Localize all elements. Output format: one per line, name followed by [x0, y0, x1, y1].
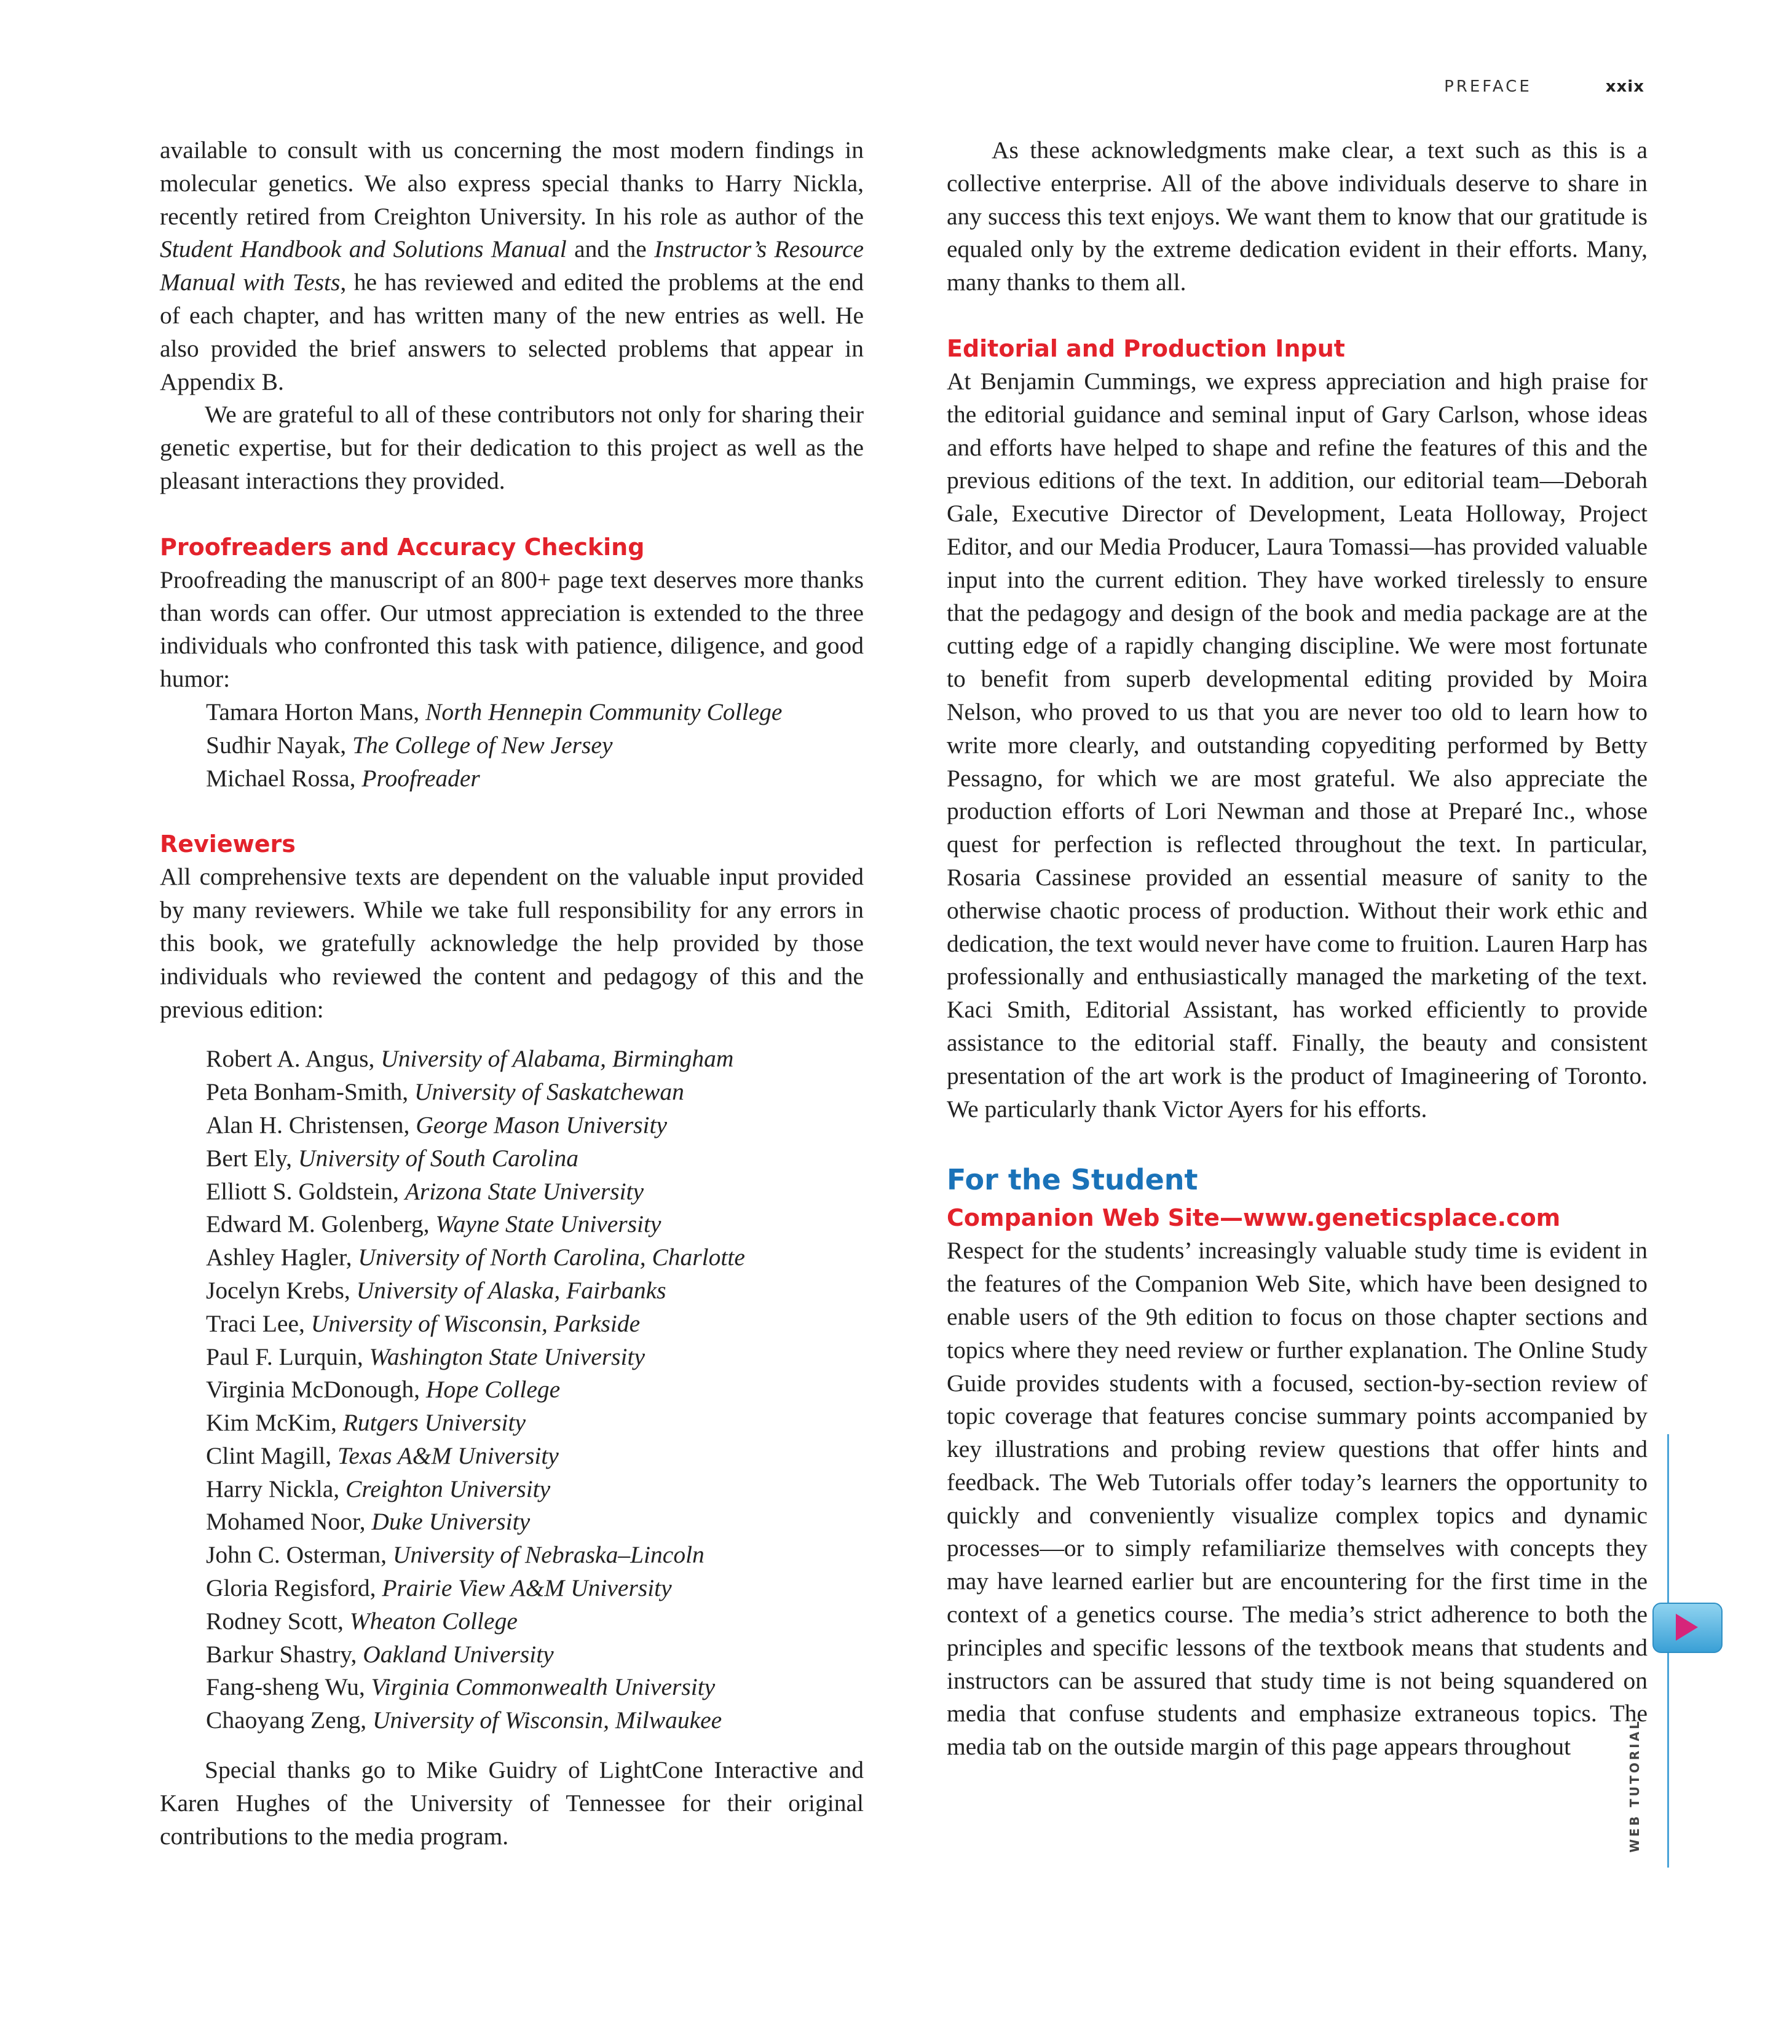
person-name: Elliott S. Goldstein, [206, 1177, 405, 1205]
person-name: Robert A. Angus, [206, 1045, 381, 1073]
special-thanks-paragraph: Special thanks go to Mike Guidry of LightCone Interactive and Karen Hughes of the University of Tennessee for their original contributions to the media program. [160, 1756, 864, 1850]
list-item [160, 1274, 864, 1308]
right-column [947, 134, 1648, 1764]
list-item [160, 1308, 864, 1341]
list-item [160, 1373, 864, 1407]
reviewers-heading: Reviewers [160, 831, 296, 858]
list-item [160, 729, 864, 762]
list-item [160, 1109, 864, 1142]
person-institution: Texas A&M University [337, 1442, 559, 1469]
list-item [160, 1505, 864, 1539]
person-name: Michael Rossa, [206, 764, 362, 792]
person-institution: Prairie View A&M University [382, 1574, 672, 1602]
proofreaders-list [160, 696, 864, 795]
person-name: Harry Nickla, [206, 1475, 346, 1502]
list-item [160, 1241, 864, 1274]
list-item [160, 1076, 864, 1109]
list-item [160, 1638, 864, 1671]
person-institution: Duke University [371, 1508, 531, 1536]
person-institution: University of South Carolina [298, 1144, 578, 1172]
web-tutorial-tab[interactable] [1652, 1603, 1723, 1653]
person-institution: University of North Carolina, Charlotte [358, 1244, 745, 1271]
list-item [160, 1704, 864, 1737]
person-institution: University of Wisconsin, Parkside [310, 1309, 641, 1337]
person-name: Peta Bonham-Smith, [206, 1078, 415, 1106]
list-item [160, 1539, 864, 1572]
list-item [160, 1043, 864, 1076]
person-name: Ashley Hagler, [206, 1244, 358, 1271]
person-institution: Washington State University [369, 1343, 645, 1370]
person-institution: Wayne State University [435, 1210, 661, 1238]
reviewers-list [160, 1043, 864, 1737]
list-item [160, 1175, 864, 1209]
person-name: John C. Osterman, [206, 1541, 393, 1569]
person-name: Sudhir Nayak, [206, 731, 353, 759]
editorial-paragraph: At Benjamin Cummings, we express appreciation and high praise for the editorial guidance and seminal input of Gary Carlson, whose ideas and efforts have helped to shape and refine the features of this and the previous editions of the text. In addition, our editorial team—Deborah Gale, Executive Director of Development, Leata Holloway, Project Editor, and our Media Producer, Laura Tomassi—has provided valuable input into the current edition. They have worked tirelessly to ensure that the pedagogy and design of the book and media package are at the cutting edge of a rapidly changing discipline. We were most fortunate to benefit from superb developmental editing provided by Moira Nelson, who proved to us that you are never too old to learn how to write more clearly, and outstanding copyediting performed by Betty Pessagno, for which we are most grateful. We also appreciate the production efforts of Lori Newman and those at Preparé Inc., whose quest for perfection is reflected throughout the text. In particular, Rosaria Cassinese provided an essential measure of sanity to the otherwise chaotic process of production. Without their work ethic and dedication, the text would never have come to fruition. Lauren Harp has professionally and enthusiastically managed the marketing of the text. Kaci Smith, Editorial Assistant, has worked efficiently to provide assistance to the editorial staff. Finally, the beauty and consistent presentation of the art work is the product of Imagineering of Toronto. We particularly thank Victor Ayers for his efforts. [947, 367, 1648, 1123]
play-icon [1676, 1614, 1698, 1641]
person-name: Alan H. Christensen, [206, 1111, 416, 1138]
book-title: Student Handbook and Solutions Manual [160, 235, 567, 263]
person-name: Tamara Horton Mans, [206, 698, 426, 725]
page-number: xxix [1605, 77, 1644, 96]
person-institution: North Hennepin Community College [425, 698, 783, 725]
person-institution: University of Wisconsin, Milwaukee [372, 1707, 722, 1734]
list-item [160, 1440, 864, 1473]
person-institution: Hope College [425, 1376, 561, 1403]
text-run: , he has reviewed and edited the problems at the end of each chapter, and has written many of the new entries as well. He also provided the brief answers to selected problems that appear in Appendix B. [160, 269, 864, 395]
person-name: Paul F. Lurquin, [206, 1343, 369, 1370]
person-name: Rodney Scott, [206, 1607, 350, 1635]
list-item [160, 1341, 864, 1374]
person-institution: Creighton University [345, 1475, 551, 1502]
book-title: Instructor’s Resource Manual with Tests [160, 235, 864, 296]
person-name: Traci Lee, [206, 1309, 311, 1337]
companion-web-site-paragraph: Respect for the students’ increasingly valuable study time is evident in the features of the Companion Web Site, which have been designed to enable users of the 9th edition to focus on those chapter sections and topics where they need review or further explanation. The Online Study Guide provides students with a focused, section-by-section review of topic coverage that features concise summary points accompanied by key illustrations and probing review questions that offer hints and feedback. The Web Tutorials offer today’s learners the opportunity to quickly and conveniently visualize complex topics and dynamic processes—or to simply refamiliarize themselves with concepts they may have learned earlier but are encountering for the first time in the context of a genetics course. The media’s strict adherence to both the principles and specific lessons of the textbook means that students and instructors can be assured that study time is not being squandered on media that confuse students and emphasize extraneous topics. The media tab on the outside margin of this page appears throughout [947, 1237, 1648, 1761]
reviewers-paragraph: All comprehensive texts are dependent on the valuable input provided by many reviewers. While we take full responsibility for any errors in this book, we gratefully acknowledge the help provided by those individuals who reviewed the content and pedagogy of this and the previous edition: [160, 863, 864, 1023]
list-item [160, 1572, 864, 1605]
list-item [160, 1407, 864, 1440]
left-column [160, 134, 864, 1853]
list-item [160, 762, 864, 795]
person-institution: Wheaton College [349, 1607, 518, 1635]
person-name: Barkur Shastry, [206, 1640, 363, 1668]
person-name: Fang-sheng Wu, [206, 1673, 371, 1701]
acknowledgments-paragraph: As these acknowledgments make clear, a text such as this is a collective enterprise. All of the above individuals deserve to share in any success this text enjoys. We want them to know that our gratitude is equaled only by the extreme dedication evident in their efforts. Many, many thanks to them all. [947, 136, 1648, 296]
person-name: Clint Magill, [206, 1442, 337, 1469]
person-institution: University of Alaska, Fairbanks [356, 1276, 666, 1304]
person-name: Gloria Regisford, [206, 1574, 382, 1602]
person-name: Edward M. Golenberg, [206, 1210, 436, 1238]
list-item [160, 1605, 864, 1638]
list-item [160, 1473, 864, 1506]
editorial-heading: Editorial and Production Input [947, 334, 1345, 362]
person-institution: George Mason University [416, 1111, 668, 1138]
person-name: Bert Ely, [206, 1144, 298, 1172]
for-the-student-heading: For the Student [947, 1163, 1198, 1197]
person-institution: Virginia Commonwealth University [371, 1673, 716, 1701]
person-name: Mohamed Noor, [206, 1508, 372, 1536]
person-name: Virginia McDonough, [206, 1376, 426, 1403]
companion-web-site-heading: Companion Web Site—www.geneticsplace.com [947, 1204, 1561, 1232]
section-label: PREFACE [1444, 77, 1532, 96]
list-item [160, 1208, 864, 1241]
person-name: Jocelyn Krebs, [206, 1276, 357, 1304]
person-name: Chaoyang Zeng, [206, 1707, 373, 1734]
intro-paragraph [160, 134, 864, 398]
proofreaders-heading: Proofreaders and Accuracy Checking [160, 533, 645, 561]
contributors-paragraph: We are grateful to all of these contributors not only for sharing their genetic expertise, but for their dedication to this project as well as the pleasant interactions they provided. [160, 401, 864, 494]
person-institution: Rutgers University [342, 1409, 526, 1437]
person-institution: Oakland University [363, 1640, 554, 1668]
web-tutorial-label: WEB TUTORIAL [1627, 1719, 1642, 1853]
running-head [1444, 77, 1644, 96]
text-run: available to consult with us concerning the most modern findings in molecular genetics. We also express special thanks to Harry Nickla, recently retired from Creighton University. In his role as author of the [160, 136, 864, 230]
list-item [160, 1671, 864, 1704]
person-institution: The College of New Jersey [352, 731, 613, 759]
person-name: Kim McKim, [206, 1409, 343, 1437]
person-institution: Proofreader [361, 764, 480, 792]
list-item [160, 696, 864, 729]
proofreaders-paragraph: Proofreading the manuscript of an 800+ page text deserves more thanks than words can offer. Our utmost appreciation is extended to the three individuals who confronted this task with patience, diligence, and good humor: [160, 566, 864, 693]
person-institution: Arizona State University [405, 1177, 644, 1205]
person-institution: University of Alabama, Birmingham [381, 1045, 734, 1073]
person-institution: University of Saskatchewan [414, 1078, 684, 1106]
list-item [160, 1142, 864, 1175]
person-institution: University of Nebraska–Lincoln [392, 1541, 705, 1569]
text-run: and the [566, 235, 655, 263]
